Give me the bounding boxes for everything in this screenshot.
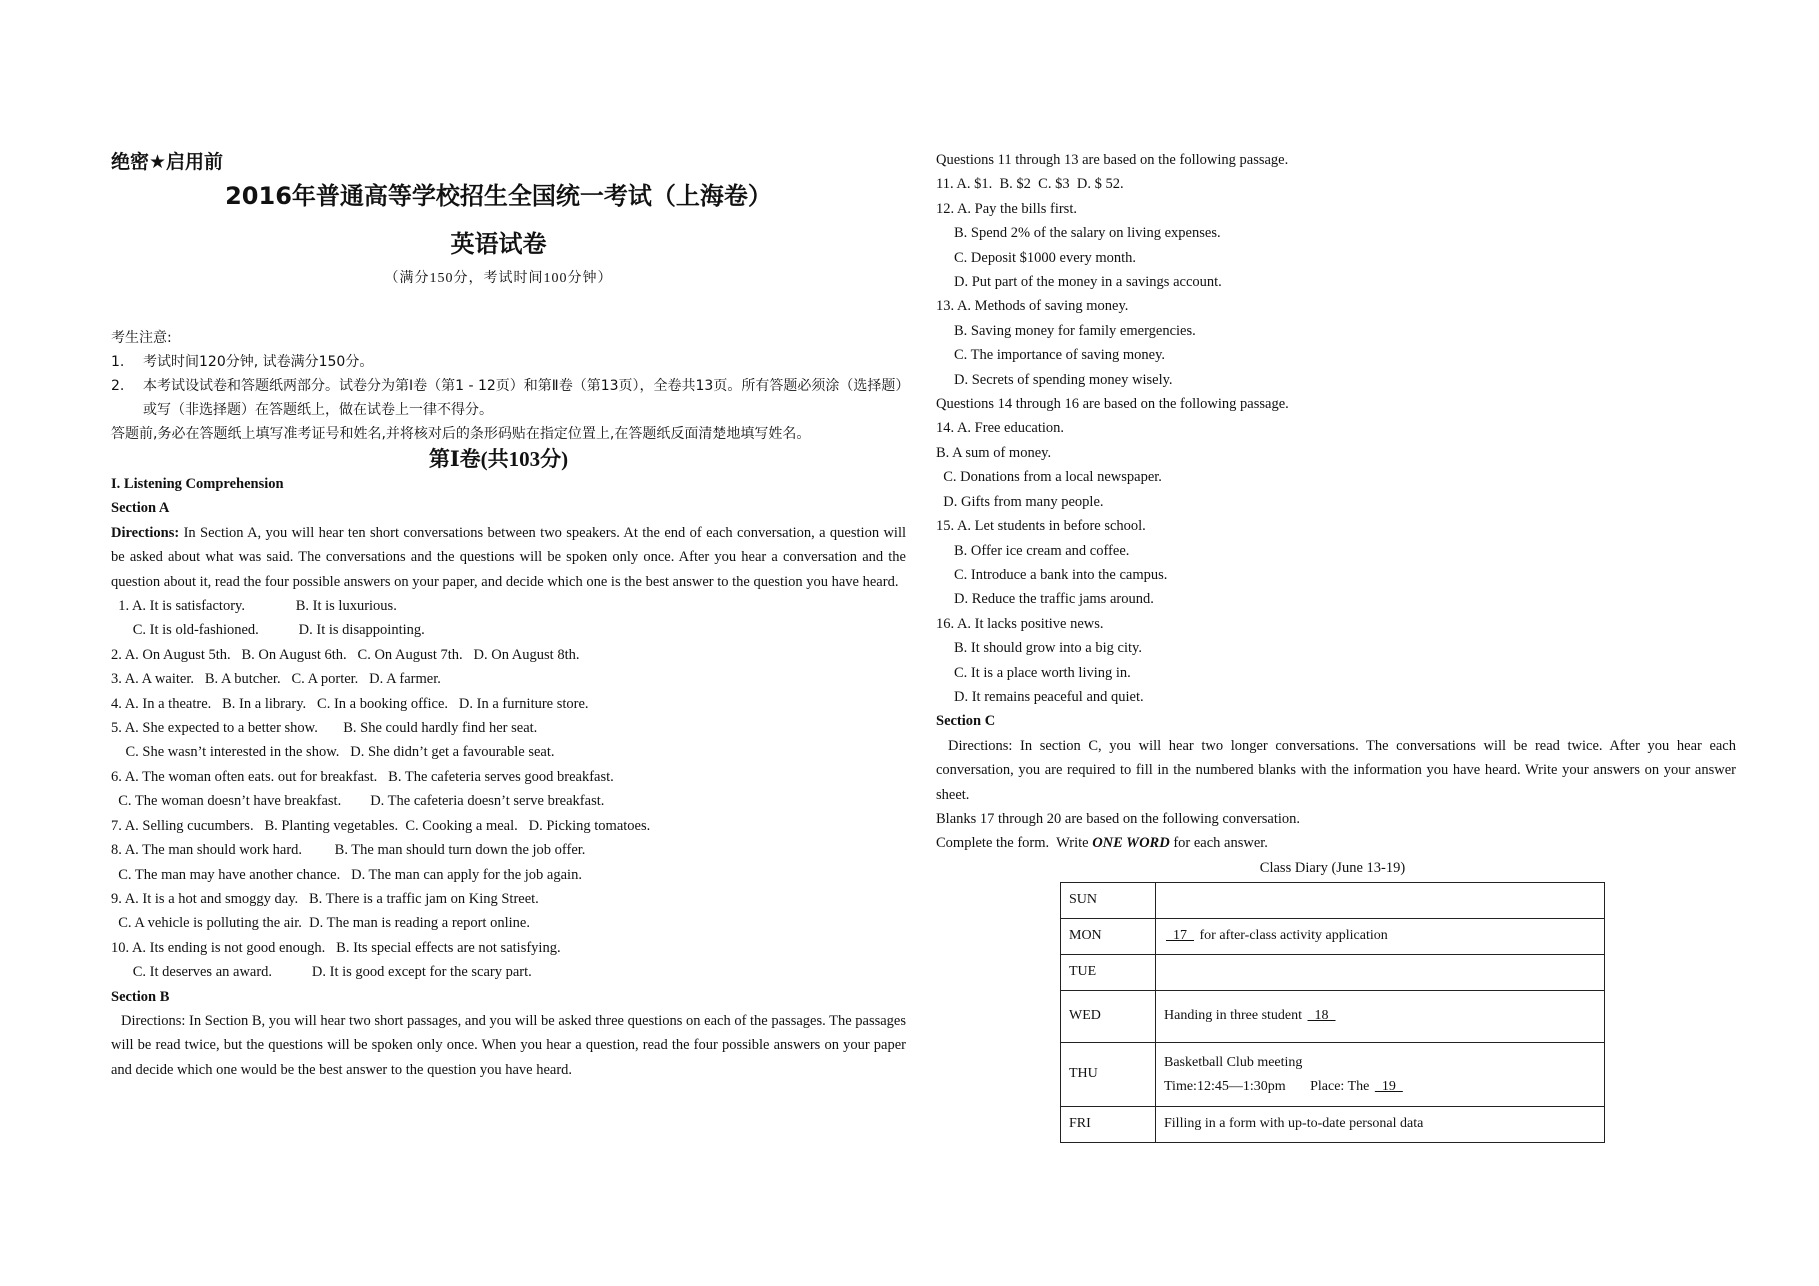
answer-option-line: D. Put part of the money in a savings account. xyxy=(954,274,1222,291)
answer-blank-17: 17 xyxy=(1166,928,1194,944)
directions-label: Directions: xyxy=(111,524,180,541)
entry-line xyxy=(1164,1075,1596,1099)
section-b-questions xyxy=(936,148,1736,709)
notice-item-number: 2. xyxy=(111,378,125,394)
answer-option-line: B. Offer ice cream and coffee. xyxy=(954,542,1130,559)
notice-item-2 xyxy=(111,374,906,422)
notice-heading: 考生注意: xyxy=(111,330,172,346)
table-caption: Class Diary (June 13-19) xyxy=(1259,859,1406,876)
secret-mark: 绝密★启用前 xyxy=(111,151,224,173)
section-heading-listening: I. Listening Comprehension xyxy=(111,476,284,492)
entry-text: Handing in three student xyxy=(1164,1008,1306,1024)
answer-option-line: 3. A. A waiter. B. A butcher. C. A porter. D. A farmer. xyxy=(111,671,441,688)
score-note: （满分150分，考试时间100分钟） xyxy=(384,271,613,286)
table-row xyxy=(1061,991,1605,1043)
answer-option-line: C. A vehicle is polluting the air. D. The man is reading a report online. xyxy=(111,915,530,932)
section-c-directions: Directions: In section C, you will hear two longer conversations. The conversations will be read twice. After you hear each conversation, you are required to fill in the numbered blanks with the information you have heard. Write your answers on your answer sheet. xyxy=(936,737,1736,803)
table-row xyxy=(1061,919,1605,955)
answer-option-line: C. The woman doesn’t have breakfast. D. The cafeteria doesn’t serve breakfast. xyxy=(111,793,605,810)
answer-option-line: 11. A. $1. B. $2 C. $3 D. $ 52. xyxy=(936,176,1124,193)
day-cell: THU xyxy=(1061,1043,1156,1107)
answer-option-line: D. It remains peaceful and quiet. xyxy=(954,688,1144,705)
answer-option-line: 5. A. She expected to a better show. B. She could hardly find her seat. xyxy=(111,720,538,737)
answer-option-line: C. It is old-fashioned. D. It is disappointing. xyxy=(111,622,425,639)
answer-option-line: 16. A. It lacks positive news. xyxy=(936,615,1104,632)
instruction-suffix: for each answer. xyxy=(1169,835,1268,852)
answer-option-line: 13. A. Methods of saving money. xyxy=(936,298,1129,315)
table-row xyxy=(1061,1043,1605,1107)
day-cell: FRI xyxy=(1061,1107,1156,1143)
answer-option-line: 8. A. The man should work hard. B. The man should turn down the job offer. xyxy=(111,842,586,859)
section-a-questions xyxy=(111,594,906,985)
left-column xyxy=(111,148,906,1082)
answer-option-line: C. The importance of saving money. xyxy=(954,347,1166,364)
blanks-note: Blanks 17 through 20 are based on the following conversation. xyxy=(936,810,1301,827)
day-cell: TUE xyxy=(1061,955,1156,991)
day-cell: MON xyxy=(1061,919,1156,955)
entry-cell xyxy=(1156,955,1605,991)
right-column xyxy=(936,148,1736,1143)
answer-option-line: B. Saving money for family emergencies. xyxy=(954,322,1196,339)
entry-cell xyxy=(1156,919,1605,955)
section-a-heading: Section A xyxy=(111,500,170,517)
answer-option-line: 2. A. On August 5th. B. On August 6th. C. On August 7th. D. On August 8th. xyxy=(111,646,580,663)
notice-tail: 答题前,务必在答题纸上填写准考证号和姓名,并将核对后的条形码贴在指定位置上,在答题纸反面清楚地填写姓名。 xyxy=(111,426,811,442)
table-row xyxy=(1061,1107,1605,1143)
answer-option-line: 12. A. Pay the bills first. xyxy=(936,200,1077,217)
section-a-directions xyxy=(111,521,906,594)
entry-cell xyxy=(1156,883,1605,919)
answer-option-line: C. Deposit $1000 every month. xyxy=(954,249,1137,266)
answer-option-line: B. Spend 2% of the salary on living expenses. xyxy=(954,225,1221,242)
entry-cell xyxy=(1156,1043,1605,1107)
answer-option-line: B. A sum of money. xyxy=(936,444,1052,461)
entry-text: Time:12:45—1:30pm Place: The xyxy=(1164,1078,1373,1094)
answer-option-line: C. The man may have another chance. D. The man can apply for the job again. xyxy=(111,866,582,883)
instruction-prefix: Complete the form. Write xyxy=(936,835,1093,852)
answer-option-line: 14. A. Free education. xyxy=(936,420,1065,437)
answer-option-line: Questions 14 through 16 are based on the following passage. xyxy=(936,396,1289,413)
entry-cell: Filling in a form with up-to-date personal data xyxy=(1156,1107,1605,1143)
notice-item-1 xyxy=(111,350,906,374)
instruction-emphasis: ONE WORD xyxy=(1092,835,1170,852)
entry-text: for after-class activity application xyxy=(1196,928,1388,944)
candidate-notice xyxy=(111,326,906,446)
exam-subtitle: 英语试卷 xyxy=(450,230,547,258)
day-cell: SUN xyxy=(1061,883,1156,919)
section-b-directions: Directions: In Section B, you will hear two short passages, and you will be asked three questions on each of the passages. The passages will be read twice, but the questions will be spoken only once. When you hear a question, read the four possible answers on your paper and decide which one would be the best answer to the question you have heard. xyxy=(111,1012,906,1078)
answer-option-line: C. She wasn’t interested in the show. D. She didn’t get a favourable seat. xyxy=(111,744,555,761)
table-row xyxy=(1061,883,1605,919)
answer-blank-19: 19 xyxy=(1374,1078,1403,1094)
directions-text: In Section A, you will hear ten short conversations between two speakers. At the end of each conversation, a question will be asked about what was said. The conversations and the questions will be spoken only once. After you hear a conversation and the question about it, read the four possible answers on your paper, and decide which one is the best answer to the question you have heard. xyxy=(111,524,906,590)
answer-option-line: 7. A. Selling cucumbers. B. Planting vegetables. C. Cooking a meal. D. Picking tomatoes. xyxy=(111,817,651,834)
part-one-title: 第Ⅰ卷(共103分) xyxy=(428,447,569,471)
answer-option-line: C. Donations from a local newspaper. xyxy=(936,469,1162,486)
answer-option-line: D. Secrets of spending money wisely. xyxy=(954,371,1173,388)
exam-title: 2016年普通高等学校招生全国统一考试（上海卷） xyxy=(225,182,772,210)
section-c-heading: Section C xyxy=(936,713,996,730)
notice-item-text: 考试时间120分钟, 试卷满分150分。 xyxy=(143,354,374,370)
day-cell: WED xyxy=(1061,991,1156,1043)
answer-option-line: D. Reduce the traffic jams around. xyxy=(954,591,1154,608)
answer-option-line: D. Gifts from many people. xyxy=(936,493,1104,510)
notice-item-text: 本考试设试卷和答题纸两部分。试卷分为第Ⅰ卷（第1 - 12页）和第Ⅱ卷（第13页），全卷共13页。所有答题必须涂（选择题）或写（非选择题）在答题纸上，做在试卷上一律不得分。 xyxy=(143,378,903,418)
answer-option-line: 1. A. It is satisfactory. B. It is luxurious. xyxy=(111,598,397,615)
table-row xyxy=(1061,955,1605,991)
complete-instruction xyxy=(936,831,1736,855)
answer-option-line: 15. A. Let students in before school. xyxy=(936,518,1146,535)
answer-option-line: 10. A. Its ending is not good enough. B. Its special effects are not satisfying. xyxy=(111,939,561,956)
answer-option-line: B. It should grow into a big city. xyxy=(954,640,1142,657)
answer-option-line: C. It is a place worth living in. xyxy=(954,664,1131,681)
answer-blank-18: 18 xyxy=(1307,1008,1336,1024)
answer-option-line: 4. A. In a theatre. B. In a library. C. In a booking office. D. In a furniture store. xyxy=(111,695,589,712)
answer-option-line: Questions 11 through 13 are based on the following passage. xyxy=(936,152,1289,168)
notice-item-number: 1. xyxy=(111,354,125,370)
class-diary-table xyxy=(1060,882,1605,1143)
answer-option-line: C. Introduce a bank into the campus. xyxy=(954,566,1168,583)
entry-text: Basketball Club meeting xyxy=(1164,1054,1303,1070)
section-b-heading: Section B xyxy=(111,988,170,1005)
answer-option-line: C. It deserves an award. D. It is good except for the scary part. xyxy=(111,964,532,981)
answer-option-line: 9. A. It is a hot and smoggy day. B. There is a traffic jam on King Street. xyxy=(111,890,539,907)
entry-cell xyxy=(1156,991,1605,1043)
answer-option-line: 6. A. The woman often eats. out for breakfast. B. The cafeteria serves good breakfast. xyxy=(111,768,614,785)
